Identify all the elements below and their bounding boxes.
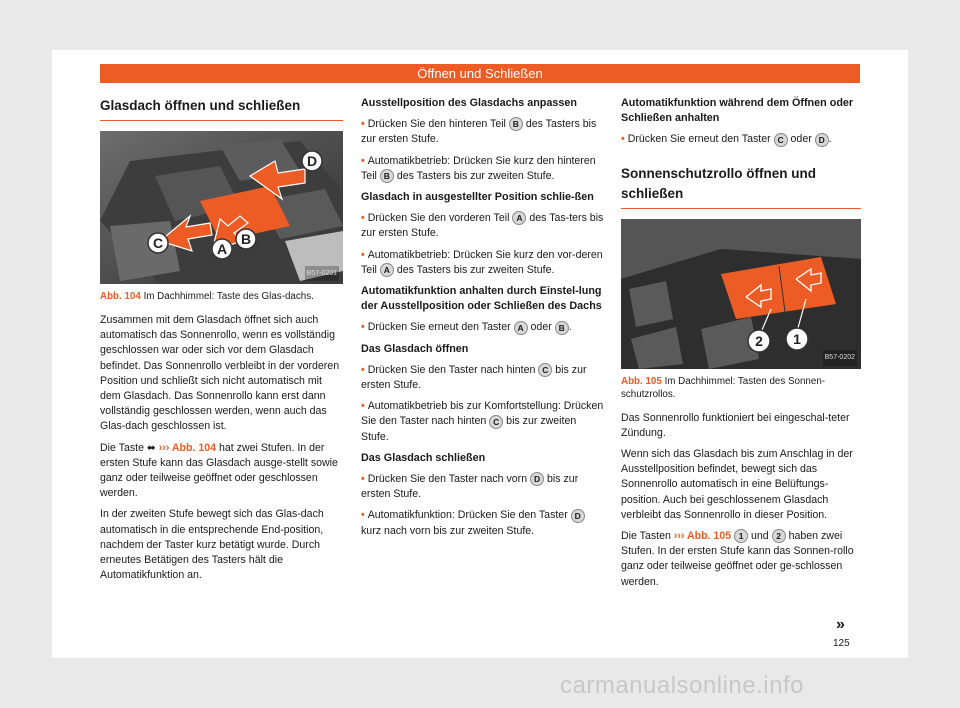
text: kurz nach vorn bis zur zweiten Stufe.	[361, 524, 535, 537]
text: Automatikbetrieb bis zur Komfortstellung: Drücken Sie den Taster nach hinten	[361, 400, 604, 428]
figure-104-caption	[100, 290, 343, 303]
bullet-icon: •	[361, 248, 365, 261]
bullet-icon: •	[621, 133, 625, 146]
key-badge: B	[380, 169, 394, 183]
paragraph	[621, 529, 861, 590]
list-item	[361, 248, 604, 278]
key-badge: A	[512, 211, 526, 225]
subheading: Automatikfunktion während dem Öffnen oder Schließen anhalten	[621, 97, 854, 125]
figure-105-caption-label: Abb. 105	[621, 375, 662, 387]
text: des Tasters bis zur zweiten Stufe.	[396, 263, 555, 276]
figure-label-1: 1	[793, 330, 801, 347]
text: und	[751, 530, 769, 543]
figure-105-caption	[621, 375, 861, 401]
paragraph: Wenn sich das Glasdach bis zum Anschlag in der Ausstellposition befindet, bewegt sich das Sonnenrollo automatisch in eine Belüftungs-position. Auch bei geschlossenem Glasdach verbleibt das Sonnenrollo in dieser Position.	[621, 448, 853, 521]
key-badge: B	[555, 321, 569, 335]
figure-105-caption-text: Im Dachhimmel: Tasten des Sonnen-schutzrollos.	[621, 375, 826, 400]
text: bis zur ersten Stufe.	[361, 473, 579, 501]
list-item: • Drücken Sie erneut den Taster C oder D .	[621, 133, 832, 146]
key-badge: 2	[772, 529, 786, 543]
figure-label-d: D	[306, 153, 318, 169]
section-title-sonnenschutzrollo: Sonnenschutzrollo öffnen und schließen	[621, 164, 861, 209]
key-badge: C	[774, 133, 788, 147]
text: Drücken Sie erneut den Taster	[367, 321, 511, 334]
column-right	[621, 96, 861, 596]
figure-104-code: B57-0201	[305, 266, 339, 281]
text: Drücken Sie den Taster nach vorn	[367, 473, 528, 486]
subheading: Glasdach in ausgestellter Position schlie-ßen	[361, 191, 594, 204]
text: haben zwei Stufen. In der ersten Stufe kann das Sonnen-rollo ganz oder teilweise geöffnet oder ge-schlossen werden.	[621, 530, 854, 588]
subheading: Automatikfunktion anhalten durch Einstel-lung der Ausstellposition oder Schließen des Dachs	[361, 285, 602, 313]
continue-arrow-icon: »	[836, 616, 845, 633]
list-item	[361, 399, 604, 445]
key-badge: C	[489, 415, 503, 429]
list-item	[361, 211, 604, 241]
figure-105	[621, 219, 861, 369]
text: Automatikfunktion: Drücken Sie den Taster	[367, 509, 568, 522]
figure-reference-link[interactable]: ››› Abb. 104	[158, 441, 217, 454]
bullet-icon: •	[361, 321, 365, 334]
text: Automatikbetrieb: Drücken Sie kurz den vor-deren Teil	[361, 248, 603, 276]
section-title-glasdach: Glasdach öffnen und schließen	[100, 96, 343, 121]
text: Drücken Sie den Taster nach hinten	[367, 363, 536, 376]
figure-104-caption-label: Abb. 104	[100, 291, 141, 302]
figure-104-caption-text: Im Dachhimmel: Taste des Glas-dachs.	[143, 291, 314, 302]
bullet-icon: •	[361, 154, 365, 167]
paragraph: In der zweiten Stufe bewegt sich das Glas-dach automatisch in die entsprechende End-position, nachdem der Taster kurz betätigt wurde. Durch erneutes Betätigen des Tasters hält die Automatikfunktion an.	[100, 508, 324, 582]
text: oder	[790, 133, 812, 146]
list-item: • Drücken Sie erneut den Taster A oder B .	[361, 321, 572, 334]
list-item	[361, 117, 604, 147]
bullet-icon: •	[361, 212, 365, 225]
key-badge: A	[380, 263, 394, 277]
watermark: carmanualsonline.info	[560, 672, 804, 699]
bullet-icon: •	[361, 473, 365, 486]
list-item	[361, 472, 604, 502]
subheading: Das Glasdach öffnen	[361, 342, 469, 355]
chapter-header: Öffnen und Schließen	[100, 64, 860, 83]
column-middle	[361, 96, 604, 545]
text: Automatikbetrieb: Drücken Sie kurz den hinteren Teil	[361, 154, 596, 182]
page-number: 125	[833, 638, 850, 649]
list-item	[361, 363, 604, 393]
key-badge: D	[530, 472, 544, 486]
list-item	[361, 508, 604, 538]
figure-label-b: B	[240, 231, 252, 247]
text: Die Taste	[100, 441, 144, 454]
key-badge: B	[509, 117, 523, 131]
text: Drücken Sie erneut den Taster	[627, 133, 771, 146]
figure-104	[100, 131, 343, 284]
text: Drücken Sie den hinteren Teil	[367, 118, 506, 131]
figure-105-illustration	[621, 219, 861, 369]
text: Die Tasten	[621, 530, 671, 543]
text: oder	[530, 321, 552, 334]
key-badge: 1	[734, 529, 748, 543]
key-badge: D	[571, 509, 585, 523]
text: bis zur ersten Stufe.	[361, 363, 587, 392]
column-left	[100, 96, 343, 589]
bullet-icon: •	[361, 509, 365, 522]
bullet-icon: •	[361, 118, 365, 131]
subheading: Das Glasdach schließen	[361, 451, 486, 464]
text: Drücken Sie den vorderen Teil	[367, 212, 510, 225]
paragraph	[100, 441, 343, 502]
key-badge: A	[514, 321, 528, 335]
bullet-icon: •	[361, 363, 365, 376]
key-badge: D	[815, 133, 829, 147]
roof-switch-icon: ⬌	[146, 441, 156, 454]
text: hat zwei Stufen. In der ersten Stufe kann das Glasdach ausge-stellt sowie ganz oder teilweise geöffnet oder geschlossen werden.	[100, 441, 338, 500]
bullet-icon: •	[361, 400, 365, 413]
subheading: Ausstellposition des Glasdachs anpassen	[361, 97, 578, 109]
figure-104-illustration	[100, 131, 343, 284]
figure-label-a: A	[216, 241, 228, 257]
paragraph: Das Sonnenrollo funktioniert bei eingeschal-teter Zündung.	[621, 411, 850, 439]
figure-label-2: 2	[755, 332, 763, 349]
figure-reference-link[interactable]: ››› Abb. 105	[673, 530, 732, 543]
text: des Tasters bis zur zweiten Stufe.	[396, 169, 555, 182]
paragraph: Zusammen mit dem Glasdach öffnet sich auch automatisch das Sonnenrollo, wenn es vollständig geschlossen war oder sich vor dem Glasdach befindet. Das Sonnenrollo verbleibt in der vorderen Position und schließt sich nicht automatisch mit dem Glasdach. Das Sonnenrollo kann erst dann vollständig geschlossen werden, wenn auch das Glas-dach geschlossen ist.	[100, 314, 340, 433]
text: bis zur zweiten Stufe.	[361, 415, 577, 443]
figure-label-c: C	[152, 235, 164, 251]
text: des Tas-ters bis zur ersten Stufe.	[361, 212, 604, 240]
text: des Tasters bis zur ersten Stufe.	[361, 118, 597, 146]
list-item	[361, 154, 604, 184]
figure-105-code: B57-0202	[823, 350, 857, 365]
key-badge: C	[538, 363, 552, 377]
